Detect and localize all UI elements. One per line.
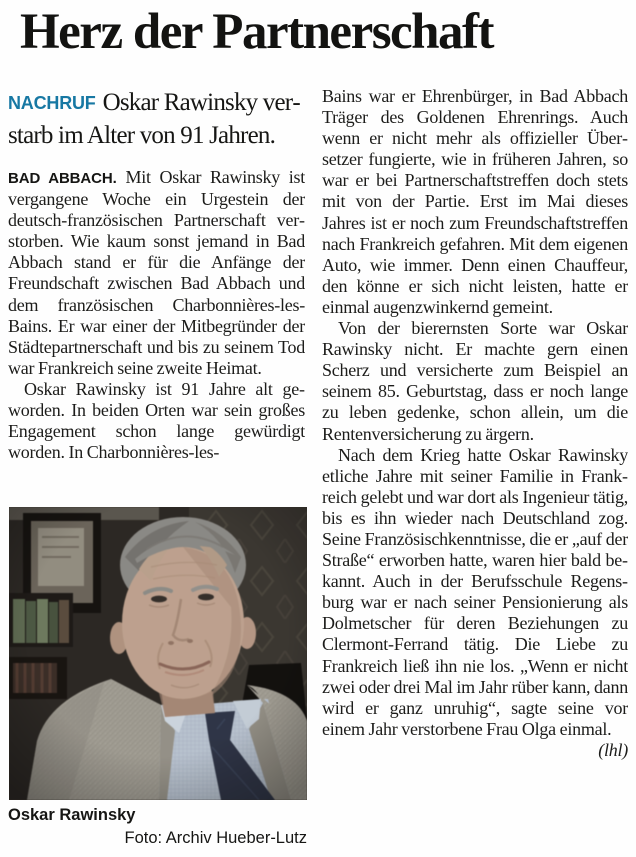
photo-caption — [8, 804, 307, 849]
portrait-photo — [9, 507, 307, 800]
paragraph-text: Mit Oskar Rawinsky ist vergangene Woche ein Urgestein der deutsch-französischen Partnerschaft verstorben. Wie kaum sonst jemand in Bad Abbach stand er für die Anfänge der Freundschaft zwischen Bad Abbach und dem französischen Charbonnières-les-Bains. Er war einer der Mitbegründer der Städtepartnerschaft und bis zu seinem Tod war Frankreich seine zweite Heimat. — [8, 167, 305, 378]
photo-caption-name: Oskar Rawinsky — [8, 806, 136, 824]
photo-caption-credit: Foto: Archiv Hueber-Lutz — [124, 829, 307, 847]
column-left — [8, 167, 305, 501]
kicker-label: NACHRUF — [8, 93, 96, 113]
body-paragraph: Von der bierernsten Sorte war Oskar Rawinsky nicht. Er machte gern einen Scherz und versicherte zum Beispiel an seinem 85. Geburtstag, dass er noch lange zu leben gedenke, schon allein, um die Rentenversicherung zu ärgern. — [322, 318, 628, 444]
column-right — [322, 86, 628, 852]
author-initials: (lhl) — [598, 739, 628, 760]
article-lede — [8, 87, 314, 152]
portrait-photo-illustration — [9, 507, 307, 800]
body-paragraph: Oskar Rawinsky ist 91 Jahre alt geworden. In beiden Orten war sein großes Engagement schon lange gewürdigt worden. In Charbonnières-les- — [8, 378, 305, 463]
body-paragraph — [322, 444, 628, 760]
article-headline: Herz der Partnerschaft — [20, 4, 494, 60]
body-paragraph: Bains war er Ehrenbürger, in Bad Abbach Träger des Goldenen Ehrenrings. Auch wenn er nicht mehr als offizieller Übersetzer fungierte, wie in früheren Jahren, so war er bei Partnerschaftstreffen doch stets mit von der Partie. Erst im Mai dieses Jahres ist er noch zum Freundschaftstreffen nach Frankreich gefahren. Mit dem eigenen Auto, wie immer. Denn einen Chauffeur, den könne er sich nicht leisten, hatte er einmal augenzwinkernd gemeint. — [322, 86, 628, 317]
body-paragraph — [8, 167, 305, 379]
paragraph-text: Nach dem Krieg hatte Oskar Rawinsky etliche Jahre mit seiner Familie in Frankreich gelebt und war dort als Ingenieur tätig, bis es ihn wieder nach Deutschland zog. Seine Französischkenntnisse, die er „auf der Straße“ erworben hatte, waren hier bald bekannt. Auch in der Berufsschule Regensburg war er nach seiner Pensionierung als Dolmetscher für deren Beziehungen zu Clermont-Ferrand tätig. Die Liebe zu Frankreich ließ ihn nie los. „Wenn er nicht zwei oder drei Mal im Jahr rüber kann, dann wird er ganz unruhig“, sagte seine vor einem Jahr verstorbene Frau Olga einmal. — [322, 444, 628, 739]
dateline-label: BAD ABBACH. — [8, 170, 117, 187]
article-subhead: Oskar Rawinsky verstarb im Alter von 91 Jahren. — [8, 89, 301, 149]
